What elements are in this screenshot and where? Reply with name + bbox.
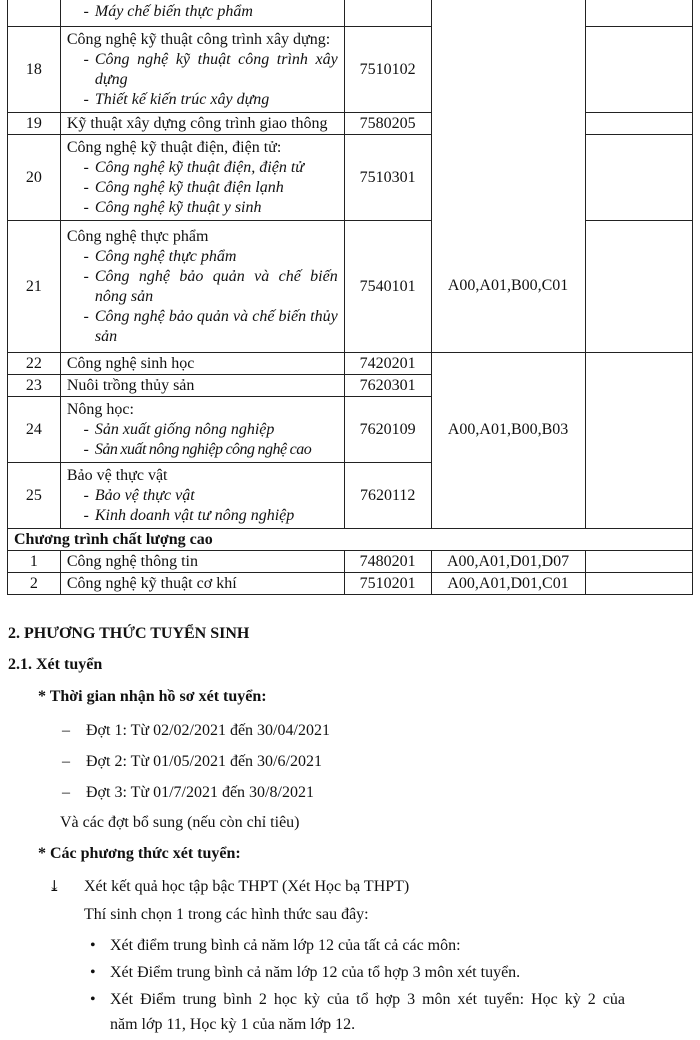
sub-major: - Công nghệ bảo quản và chế biến thủy sản (83, 307, 338, 345)
sub-major: - Công nghệ kỹ thuật y sinh (83, 198, 262, 216)
sub-major: - Máy chế biến thực phẩm (83, 2, 253, 20)
table-row: 20 Công nghệ kỹ thuật điện, điện tử: - Công nghệ kỹ thuật điện, điện tử - Công nghệ kỹ thuật điện lạnh - Công nghệ kỹ thuật y sinh 7510301 (8, 135, 693, 221)
table-row: 1 Công nghệ thông tin 7480201 A00,A01,D01,D07 (8, 551, 693, 573)
sub-major: - Bảo vệ thực vật (83, 486, 195, 504)
table-row (8, 0, 693, 27)
bullet-icon: • (90, 937, 96, 954)
option-item: • Xét điểm trung bình cả năm lớp 12 của tất cả các môn: (90, 937, 461, 954)
option-item: • Xét Điểm trung bình cả năm lớp 12 của tổ hợp 3 môn xét tuyển. (90, 964, 521, 981)
table-row: 18 Công nghệ kỹ thuật công trình xây dựng: - Công nghệ kỹ thuật công trình xây dựng - Thiết kế kiến trúc xây dựng 7510102 (8, 27, 693, 113)
table-row: 19 Kỹ thuật xây dựng công trình giao thông 7580205 (8, 113, 693, 135)
round-item: – Đợt 2: Từ 01/05/2021 đến 30/6/2021 (62, 753, 322, 770)
combo-group-2: A00,A01,B00,B03 (431, 397, 585, 463)
round-item: – Đợt 3: Từ 01/7/2021 đến 30/8/2021 (62, 784, 314, 801)
arrow-down-icon: ⤓ (48, 879, 61, 895)
majors-table (7, 0, 693, 595)
method-item: ⤓ Xét kết quả học tập bậc THPT (Xét Học bạ THPT) (48, 878, 410, 895)
sub-major: - Công nghệ kỹ thuật điện lạnh (83, 178, 284, 196)
table-section-row (8, 529, 693, 551)
method-intro: Thí sinh chọn 1 trong các hình thức sau đây: (84, 906, 369, 923)
time-heading: * Thời gian nhận hồ sơ xét tuyển: (38, 688, 267, 705)
sub-major: - Công nghệ bảo quản và chế biến nông sản (83, 267, 338, 305)
sub-major: - Kinh doanh vật tư nông nghiệp (83, 506, 295, 524)
combo-group-1: A00,A01,B00,C01 (431, 221, 585, 353)
sub-major: - Sản xuất nông nghiệp công nghệ cao (83, 440, 312, 458)
bullet-icon: • (90, 964, 96, 981)
table-row: 24 Nông học: - Sản xuất giống nông nghiệp - Sản xuất nông nghiệp công nghệ cao 7620109 A00,A01,B00,B03 (8, 397, 693, 463)
methods-heading: * Các phương thức xét tuyển: (38, 845, 241, 862)
option-item: • Xét Điểm trung bình 2 học kỳ của tổ hợp 3 môn xét tuyển: Học kỳ 2 của (90, 991, 625, 1008)
round-item: – Đợt 1: Từ 02/02/2021 đến 30/04/2021 (62, 722, 330, 739)
subsection-heading: 2.1. Xét tuyển (8, 656, 103, 673)
sub-major: - Công nghệ kỹ thuật điện, điện tử (83, 158, 304, 176)
extra-rounds-note: Và các đợt bổ sung (nếu còn chỉ tiêu) (60, 814, 300, 831)
option-continuation: năm lớp 11, Học kỳ 1 của năm lớp 12. (110, 1016, 356, 1033)
table-row: 25 Bảo vệ thực vật - Bảo vệ thực vật - Kinh doanh vật tư nông nghiệp 7620112 (8, 463, 693, 529)
table-row: 23 Nuôi trồng thủy sản 7620301 (8, 375, 693, 397)
sub-major: - Thiết kế kiến trúc xây dựng (83, 90, 270, 108)
bullet-icon: • (90, 991, 96, 1008)
sub-major: - Sản xuất giống nông nghiệp (83, 420, 275, 438)
section-heading: 2. PHƯƠNG THỨC TUYỂN SINH (8, 625, 250, 642)
table-row: 21 Công nghệ thực phẩm - Công nghệ thực phẩm - Công nghệ bảo quản và chế biến nông sản - Công nghệ bảo quản và chế biến thủy sản 7540101 A00,A01,B00,C01 (8, 221, 693, 353)
table-row: 2 Công nghệ kỹ thuật cơ khí 7510201 A00,A01,D01,C01 (8, 573, 693, 595)
table-row: 22 Công nghệ sinh học 7420201 (8, 353, 693, 375)
hq-program-title: Chương trình chất lượng cao (8, 529, 693, 551)
sub-major: - Công nghệ thực phẩm (83, 247, 237, 265)
sub-major: - Công nghệ kỹ thuật công trình xây dựng (83, 50, 338, 88)
